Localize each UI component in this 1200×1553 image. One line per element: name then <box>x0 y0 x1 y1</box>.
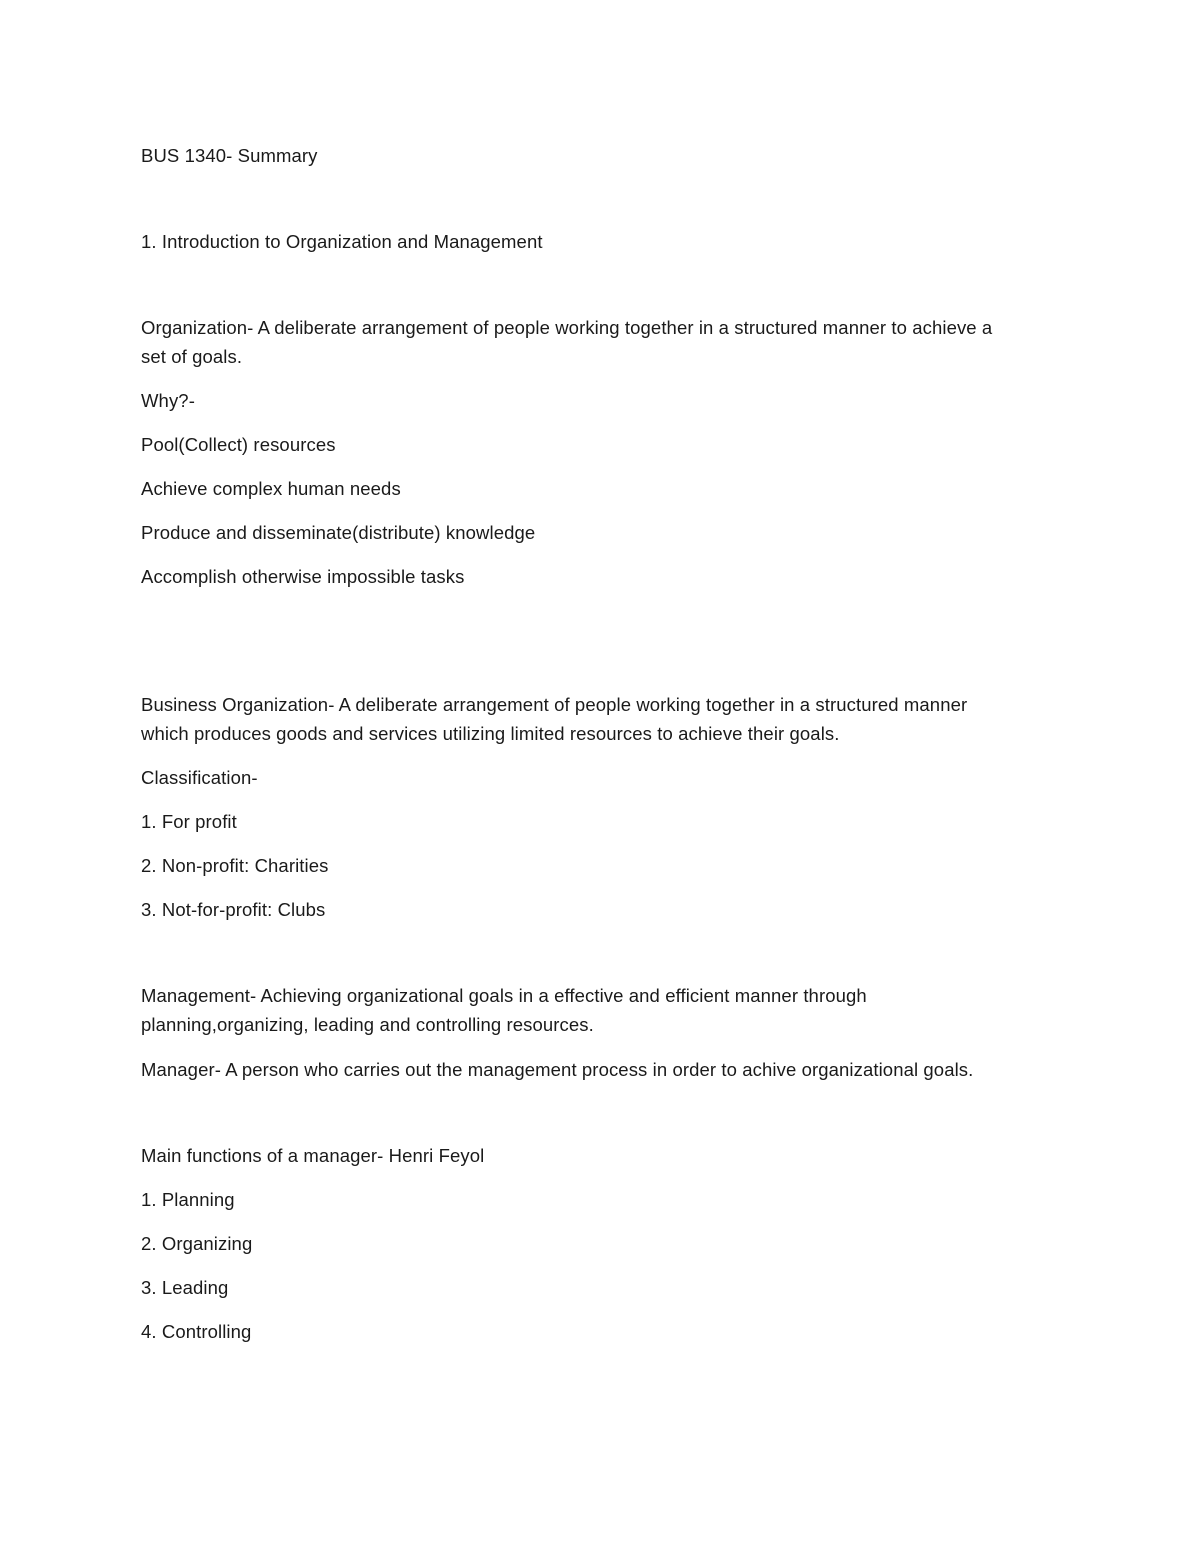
document-title: BUS 1340- Summary <box>141 145 318 166</box>
why-label: Why?- <box>141 390 195 411</box>
function-item: 3. Leading <box>141 1277 229 1298</box>
reason-item: Produce and disseminate(distribute) knowledge <box>141 522 536 543</box>
function-item: 1. Planning <box>141 1189 235 1210</box>
manager-definition: Manager- A person who carries out the management process in order to achive organizational goals. <box>141 1059 974 1080</box>
reason-item: Achieve complex human needs <box>141 478 401 499</box>
classification-label: Classification- <box>141 767 258 788</box>
organization-definition-line-2: set of goals. <box>141 346 243 367</box>
function-item: 4. Controlling <box>141 1321 252 1342</box>
business-organization-definition-line-1: Business Organization- A deliberate arrangement of people working together in a structured manner <box>141 694 968 715</box>
section-heading: 1. Introduction to Organization and Management <box>141 231 543 252</box>
functions-heading: Main functions of a manager- Henri Feyol <box>141 1145 485 1166</box>
function-item: 2. Organizing <box>141 1233 253 1254</box>
management-definition-line-1: Management- Achieving organizational goals in a effective and efficient manner through <box>141 985 867 1006</box>
reason-item: Pool(Collect) resources <box>141 434 336 455</box>
business-organization-definition-line-2: which produces goods and services utilizing limited resources to achieve their goals. <box>141 723 840 744</box>
management-definition-line-2: planning,organizing, leading and controlling resources. <box>141 1014 594 1035</box>
reason-item: Accomplish otherwise impossible tasks <box>141 566 465 587</box>
classification-item: 1. For profit <box>141 811 237 832</box>
classification-item: 2. Non-profit: Charities <box>141 855 329 876</box>
classification-item: 3. Not-for-profit: Clubs <box>141 899 326 920</box>
organization-definition-line-1: Organization- A deliberate arrangement of people working together in a structured manner to achieve a <box>141 317 993 338</box>
